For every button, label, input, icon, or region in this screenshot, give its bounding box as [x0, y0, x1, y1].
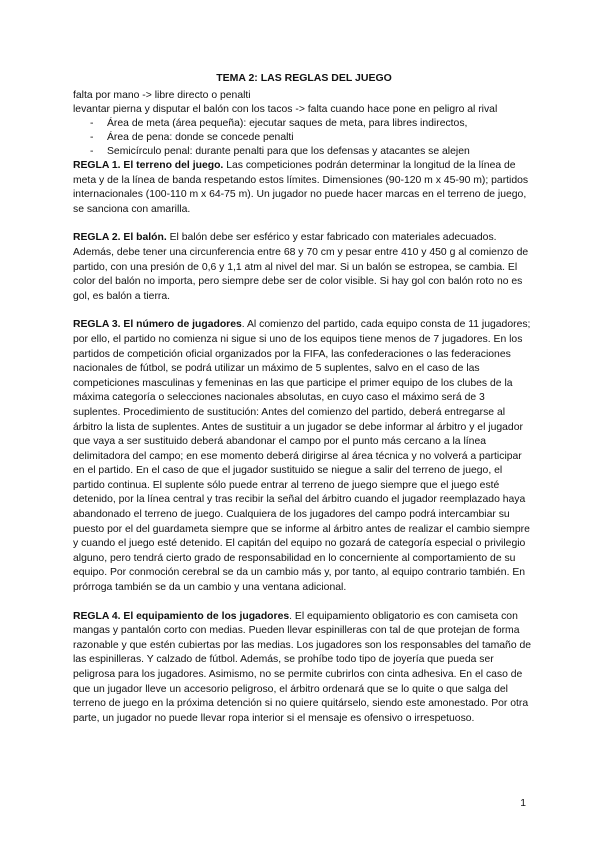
intro-line: levantar pierna y disputar el balón con los tacos -> falta cuando hace pone en peligro al rival	[73, 104, 498, 115]
page-title: TEMA 2: LAS REGLAS DEL JUEGO	[216, 72, 392, 84]
rule-3-text: . Al comienzo del partido, cada equipo consta de 11 jugadores; por ello, el partido no comienza ni sigue si uno de los equipos tiene menos de 7 jugadores. En los partidos de competición oficial organizados por la FIFA, las confederaciones o las federaciones nacionales de fútbol, se podrá utilizar un máximo de 5 suplentes, salvo en el caso de las competiciones masculinas y femeninas en las que participe el primer equipo de los clubes de la máxima categoría o selecciones nacionales absolutas, en cuyo caso el máximo será de 3 suplentes. Procedimiento de sustitución: Antes del comienzo del partido, deberá entregarse al árbitro la lista de suplentes. Antes de sustituir a un jugador se debe informar al árbitro y el jugador que vaya a ser sustituido deberá abandonar el campo por el punto más cercano a la línea delimitadora del campo; en ese momento deberá dirigirse al área técnica y no volverá a participar en el partido. En el caso de que el jugador sustituido se niegue a salir del terreno de juego, el partido continua. El suplente sólo puede entrar al terreno de juego siempre que el juego esté detenido, por la línea central y tras recibir la señal del árbitro cuando el jugador reemplazado haya abandonado el terreno de juego. Cualquiera de los jugadores del campo podrá intercambiar su puesto por el del guardameta siempre que se informe al árbitro antes de realizar el cambio siempre y cuando el juego esté detenido. El capitán del equipo no gozará de categoría especial o privilegio alguno, pero tendrá cierto grado de responsabilidad en lo concerniente al comportamiento de su equipo. Por conmoción cerebral se da un cambio más y, por tanto, al equipo contrario también. En prórroga también se da un cambio y una ventana adicional.	[73, 319, 531, 594]
rule-2-paragraph	[73, 231, 535, 304]
rule-4-heading: REGLA 4. El equipamiento de los jugadores	[73, 610, 290, 622]
rule-3-heading: REGLA 3. El número de jugadores	[73, 319, 242, 331]
document-page	[73, 68, 535, 726]
bullet-item: - Área de pena: donde se concede penalti	[107, 131, 535, 145]
rule-1-paragraph	[73, 159, 535, 217]
rule-1-heading: REGLA 1. El terreno del juego.	[73, 160, 224, 171]
rule-2-heading: REGLA 2. El balón.	[73, 232, 167, 244]
rule-3-paragraph	[73, 318, 535, 595]
rule-4-paragraph	[73, 610, 535, 727]
bullet-item: - Semicírculo penal: durante penalti para que los defensas y atacantes se alejen	[107, 145, 535, 159]
bullet-list	[73, 117, 535, 159]
bullet-item: - Área de meta (área pequeña): ejecutar saques de meta, para libres indirectos,	[107, 117, 535, 131]
rule-4-text: . El equipamiento obligatorio es con camiseta con mangas y pantalón corto con medias. Pueden llevar espinilleras con tal de que protejan de forma razonable y que estén cubiertas por las medias. Los jugadores son los responsables del tamaño de las espinilleras. Y calzado de fútbol. Además, se prohíbe todo tipo de joyería que pueda ser peligrosa para los jugadores. Asimismo, no se permite cubrirlos con cinta adhesiva. En el caso de que un jugador lleve un accesorio peligroso, el árbitro ordenará que se lo quite o que salga del terreno de juego en la próxima detención si no quiere quitárselo, siendo este amonestado. Por otra parte, un jugador no puede llevar ropa interior si el mensaje es ofensivo o irrespetuoso.	[73, 610, 532, 724]
page-number: 1	[520, 798, 526, 809]
rule-1-text: Las competiciones podrán determinar la longitud de la línea de meta y de la línea de banda respetando estos límites. Dimensiones (90-120 m x 45-90 m); partidos internacionales (100-110 m x 64-75 m). Un jugador no puede hacer marcas en el terreno de juego, se sanciona con amarilla.	[73, 160, 529, 215]
intro-line: falta por mano -> libre directo o penalti	[73, 90, 251, 101]
rule-2-text: El balón debe ser esférico y estar fabricado con materiales adecuados. Además, debe tener una circunferencia entre 68 y 70 cm y pesar entre 410 y 450 g al comienzo de partido, con una presión de 0,6 y 1,1 atm al nivel del mar. Si un balón se estropea, se cambia. El color del balón no importa, pero siempre debe ser de color visible. Si hay gol con balón roto no es gol, es balón a tierra.	[73, 232, 529, 302]
